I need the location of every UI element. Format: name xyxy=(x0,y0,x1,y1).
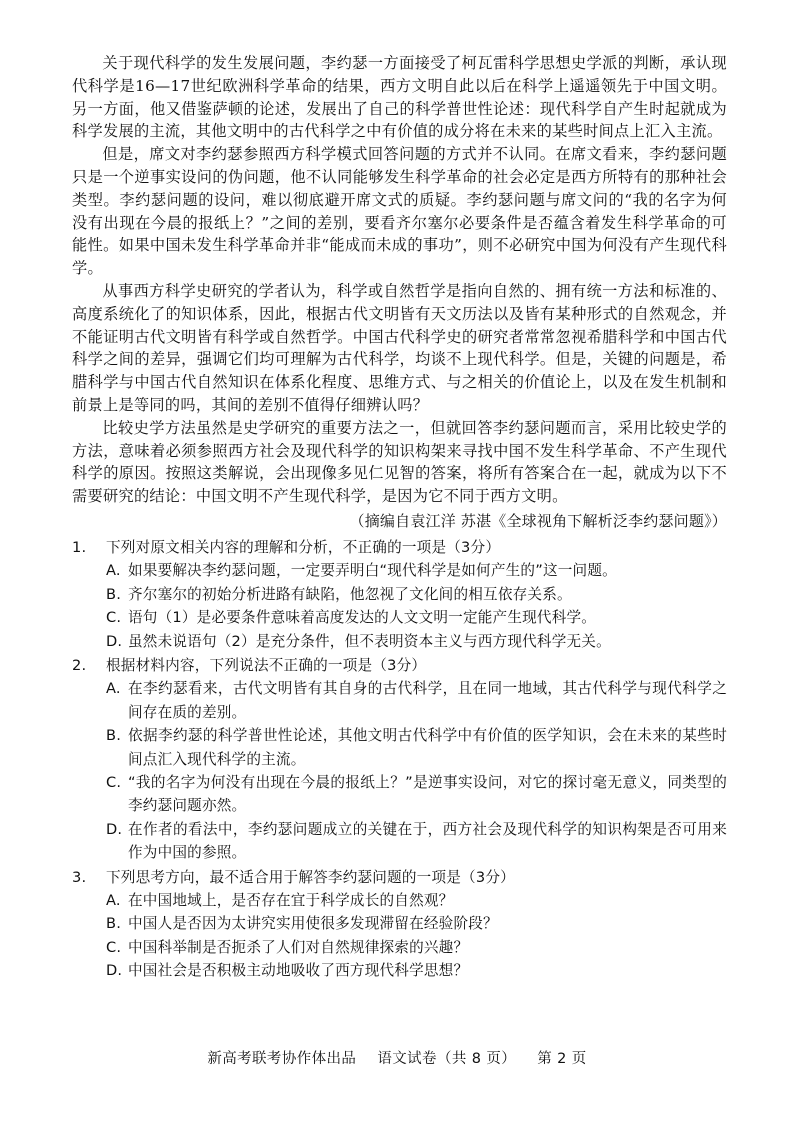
question-text: 根据材料内容，下列说法不正确的一项是（3分） xyxy=(106,656,427,674)
option-text: 在中国地域上，是否存在宜于科学成长的自然观？ xyxy=(128,892,454,910)
question-3 xyxy=(72,866,727,983)
option-d xyxy=(72,630,727,653)
option-text: 在作者的看法中，李约瑟问题成立的关键在于，西方社会及现代科学的知识构架是否可用来作为中国的参照。 xyxy=(128,820,727,862)
option-text: 齐尔塞尔的初始分析进路有缺陷，他忽视了文化间的相互依存关系。 xyxy=(128,585,572,603)
question-number: 2. xyxy=(72,656,87,674)
passage-paragraph-4: 比较史学方法虽然是史学研究的重要方法之一，但就回答李约瑟问题而言，采用比较史学的方法，意味着必须参照西方社会及现代科学的知识构架来寻找中国不发生科学革命、不产生现代科学的原因。按照这类解说，会出现像多见仁见智的答案，将所有答案合在一起，就成为以下不需要研究的结论：中国文明不产生现代科学，是因为它不同于西方文明。 xyxy=(72,418,727,506)
option-letter: C. xyxy=(106,938,122,956)
option-text: 中国科举制是否扼杀了人们对自然规律探索的兴趣？ xyxy=(128,938,469,956)
option-c xyxy=(72,771,727,818)
reading-passage xyxy=(72,52,727,532)
option-text: 在李约瑟看来，古代文明皆有其自身的古代科学，且在同一地域，其古代科学与现代科学之间存在质的差别。 xyxy=(128,680,727,721)
option-a xyxy=(72,677,727,724)
option-b xyxy=(72,583,727,606)
option-letter: D. xyxy=(106,820,123,838)
option-text: 语句（1）是必要条件意味着高度发达的人文文明一定能产生现代科学。 xyxy=(128,609,597,627)
option-letter: B. xyxy=(106,915,122,933)
option-c xyxy=(72,936,727,959)
passage-source: （摘编自袁江洋 苏湛《全球视角下解析泛李约瑟问题》） xyxy=(349,511,727,530)
question-stem xyxy=(72,654,727,677)
option-text: 中国人是否因为太讲究实用使很多发现滞留在经验阶段？ xyxy=(128,915,498,933)
question-number: 3. xyxy=(72,868,87,886)
footer-publisher: 新高考联考协作体出品 xyxy=(207,1051,357,1067)
page-footer xyxy=(0,1047,794,1068)
option-letter: A. xyxy=(106,562,121,580)
footer-paper-title: 语文试卷（共 8 页） xyxy=(377,1051,517,1067)
question-1 xyxy=(72,536,727,653)
option-text: 依据李约瑟的科学普世性论述，其他文明古代科学中有价值的医学知识，会在未来的某些时间点汇入现代科学的主流。 xyxy=(128,727,727,768)
option-text: 中国社会是否积极主动地吸收了西方现代科学思想？ xyxy=(128,962,469,980)
passage-paragraph-3: 从事西方科学史研究的学者认为，科学或自然哲学是指向自然的、拥有统一方法和标准的、高度系统化了的知识体系，因此，根据古代文明皆有天文历法以及皆有某种形式的自然观念，并不能证明古代文明皆有科学或自然哲学。中国古代科学史的研究者常常忽视希腊科学和中国古代科学之间的差异，强调它们均可理解为古代科学，均谈不上现代科学。但是，关键的问题是，希腊科学与中国古代自然知识在体系化程度、思维方式、与之相关的价值论上，以及在发生机制和前景上是等同的吗，其间的差别不值得仔细辨认吗？ xyxy=(72,281,727,414)
option-letter: C. xyxy=(106,774,122,791)
question-stem xyxy=(72,536,727,559)
option-b xyxy=(72,912,727,935)
passage-paragraph-2: 但是，席文对李约瑟参照西方科学模式回答问题的方式并不认同。在席文看来，李约瑟问题只是一个逆事实设问的伪问题，他不认同能够发生科学革命的社会必定是西方所特有的那种社会类型。李约瑟问题的设问，难以彻底避开席文式的质疑。李约瑟问题与席文问的“我的名字为何没有出现在今晨的报纸上？”之间的差别，要看齐尔塞尔必要条件是否蕴含着发生科学革命的可能性。如果中国未发生科学革命并非“能成而未成的事功”，则不必研究中国为何没有产生现代科学。 xyxy=(72,145,727,278)
option-letter: B. xyxy=(106,727,122,745)
option-letter: C. xyxy=(106,609,122,627)
option-text: 如果要解决李约瑟问题，一定要弄明白“现代科学是如何产生的”这一问题。 xyxy=(128,562,617,580)
passage-paragraph-1: 关于现代科学的发生发展问题，李约瑟一方面接受了柯瓦雷科学思想史学派的判断，承认现代科学是16—17世纪欧洲科学革命的结果，西方文明自此以后在科学上遥遥领先于中国文明。另一方面，他又借鉴萨顿的论述，发展出了自己的科学普世性论述：现代科学自产生时起就成为科学发展的主流，其他文明中的古代科学之中有价值的成分将在未来的某些时间点上汇入主流。 xyxy=(72,54,727,141)
option-letter: D. xyxy=(106,632,123,650)
option-d xyxy=(72,818,727,865)
question-stem xyxy=(72,866,727,889)
option-letter: A. xyxy=(106,680,121,698)
question-2 xyxy=(72,654,727,865)
question-text: 下列思考方向，最不适合用于解答李约瑟问题的一项是（3分） xyxy=(106,868,515,886)
question-text: 下列对原文相关内容的理解和分析，不正确的一项是（3分） xyxy=(106,538,501,556)
option-text: 虽然未说语句（2）是充分条件，但不表明资本主义与西方现代科学无关。 xyxy=(128,632,611,650)
option-letter: D. xyxy=(106,962,123,980)
option-b xyxy=(72,724,727,771)
option-letter: A. xyxy=(106,892,121,910)
option-a xyxy=(72,889,727,912)
option-letter: B. xyxy=(106,585,122,603)
option-c xyxy=(72,606,727,629)
question-number: 1. xyxy=(72,538,87,556)
exam-page xyxy=(72,52,727,983)
option-text: “我的名字为何没有出现在今晨的报纸上？”是逆事实设问，对它的探讨毫无意义，同类型的李约瑟问题亦然。 xyxy=(128,774,727,815)
option-a xyxy=(72,559,727,582)
footer-page-number: 第 2 页 xyxy=(537,1051,587,1067)
option-d xyxy=(72,959,727,982)
